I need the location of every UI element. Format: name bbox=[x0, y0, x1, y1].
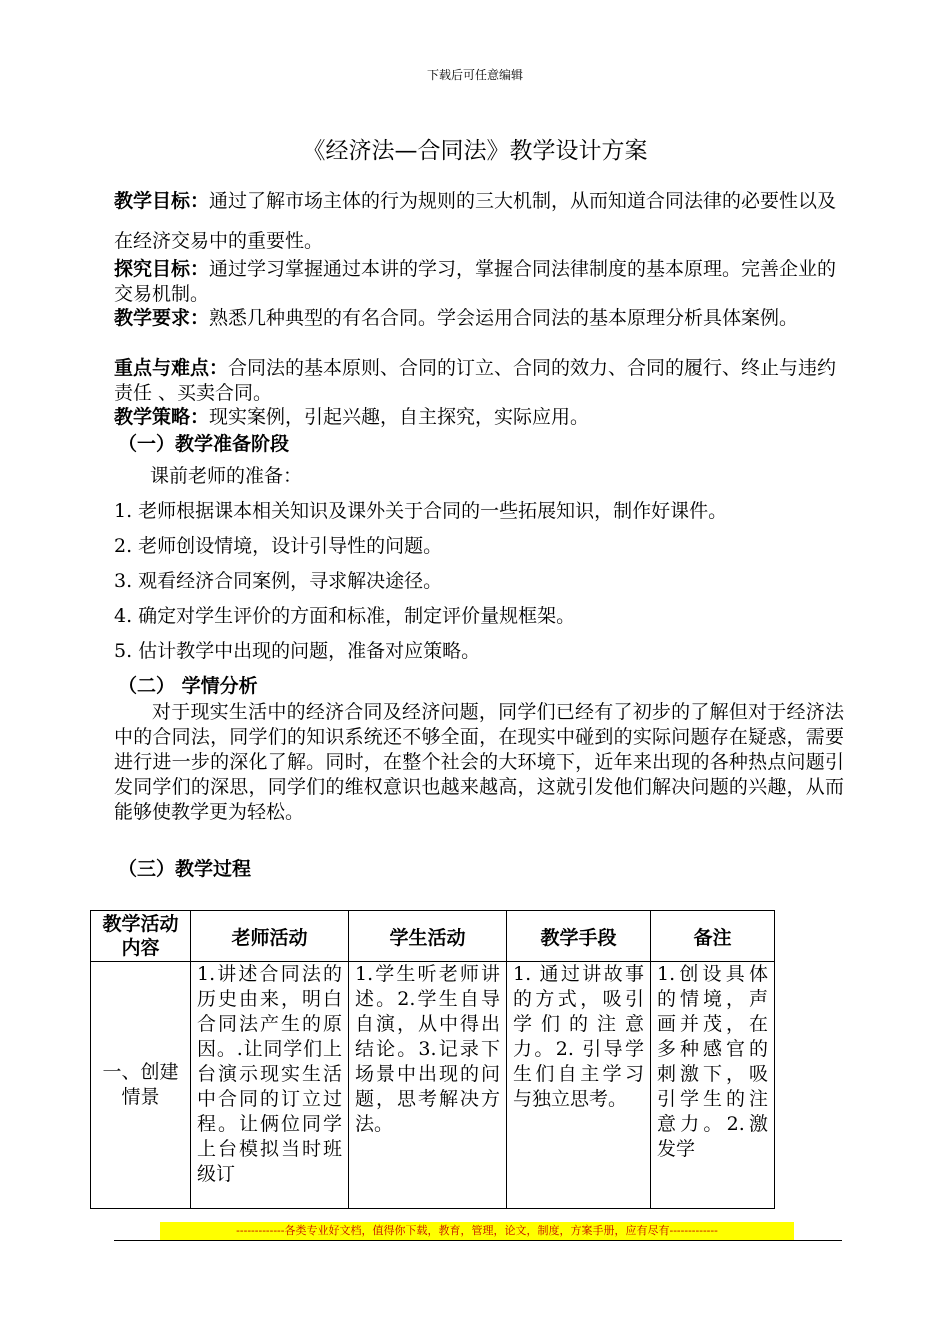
preparation-item: 1. 老师根据课本相关知识及课外关于合同的一些拓展知识，制作好课件。 bbox=[114, 500, 728, 522]
cell-teaching-means: 1. 通过讲故事的方式，吸引学们的注意力。2. 引导学生们自主学习与独立思考。 bbox=[507, 962, 651, 1209]
cell-notes: 1.创设具体的情境，声画并茂，在多种感官的刺激下，吸引学生的注意力。2.激发学 bbox=[651, 962, 775, 1209]
objective-text: 熟悉几种典型的有名合同。学会运用合同法的基本原理分析具体案例。 bbox=[209, 307, 799, 329]
objective-label: 探究目标： bbox=[114, 258, 210, 280]
objective-label: 教学要求： bbox=[114, 307, 210, 329]
document-title: 《经济法—合同法》教学设计方案 bbox=[302, 138, 648, 164]
table-row bbox=[91, 962, 775, 1209]
preparation-item: 4. 确定对学生评价的方面和标准，制定评价量规框架。 bbox=[114, 605, 576, 627]
analysis-body: 对于现实生活中的经济合同及经济问题，同学们已经有了初步的了解但对于经济法中的合同法，同学们的知识系统还不够全面，在现实中碰到的实际问题存在疑惑，需要进行进一步的深化了解。同时，在整个社会的大环境下，近年来出现的各种热点问题引发同学们的深思，同学们的维权意识也越来越高，这就引发他们解决问题的兴趣，从而能够使教学更为轻松。 bbox=[114, 701, 844, 823]
footer-divider bbox=[114, 1240, 842, 1241]
objective-key-points bbox=[114, 356, 844, 406]
table-header: 教学活动内容 bbox=[91, 911, 191, 962]
preparation-intro: 课前老师的准备： bbox=[150, 465, 303, 487]
objective-label: 教学目标： bbox=[114, 190, 210, 212]
table-header: 老师活动 bbox=[191, 911, 349, 962]
table-header: 教学手段 bbox=[507, 911, 651, 962]
objective-teaching bbox=[114, 181, 844, 261]
table-header-row bbox=[91, 911, 775, 962]
objective-text: 合同法的基本原则、合同的订立、合同的效力、合同的履行、终止与违约责任 、买卖合同。 bbox=[114, 357, 837, 404]
objective-strategy bbox=[114, 405, 844, 430]
header-note: 下载后可任意编辑 bbox=[426, 68, 523, 82]
cell-content: 一、创建情景 bbox=[91, 962, 191, 1209]
teaching-process-table bbox=[90, 910, 775, 1209]
objective-inquiry bbox=[114, 257, 844, 307]
footer-banner: -------------各类专业好文档，值得你下载，教育，管理，论文，制度，方案手册，应有尽有------------- bbox=[160, 1222, 794, 1240]
preparation-item: 2. 老师创设情境，设计引导性的问题。 bbox=[114, 535, 443, 557]
preparation-item: 5. 估计教学中出现的问题，准备对应策略。 bbox=[114, 640, 481, 662]
objective-label: 教学策略： bbox=[114, 406, 210, 428]
cell-student-activity: 1.学生听老师讲述。2.学生自导自演，从中得出结论。3.记录下场景中出现的问题，思考解决方法。 bbox=[349, 962, 507, 1209]
section-heading-analysis: （二） 学情分析 bbox=[118, 675, 258, 697]
objective-requirements bbox=[114, 306, 844, 331]
cell-teacher-activity: 1.讲述合同法的历史由来，明白合同法产生的原因。.让同学们上台演示现实生活中合同的订立过程。让俩位同学上台模拟当时班级订 bbox=[191, 962, 349, 1209]
table-header: 备注 bbox=[651, 911, 775, 962]
objective-text: 通过了解市场主体的行为规则的三大机制，从而知道合同法律的必要性以及在经济交易中的重要性。 bbox=[114, 190, 837, 252]
objective-text: 通过学习掌握通过本讲的学习，掌握合同法律制度的基本原理。完善企业的交易机制。 bbox=[114, 258, 837, 305]
table-header: 学生活动 bbox=[349, 911, 507, 962]
section-heading-preparation: （一）教学准备阶段 bbox=[118, 433, 290, 455]
objective-label: 重点与难点： bbox=[114, 357, 229, 379]
preparation-item: 3. 观看经济合同案例，寻求解决途径。 bbox=[114, 570, 443, 592]
section-heading-process: （三）教学过程 bbox=[118, 858, 252, 880]
objective-text: 现实案例，引起兴趣，自主探究，实际应用。 bbox=[209, 406, 590, 428]
